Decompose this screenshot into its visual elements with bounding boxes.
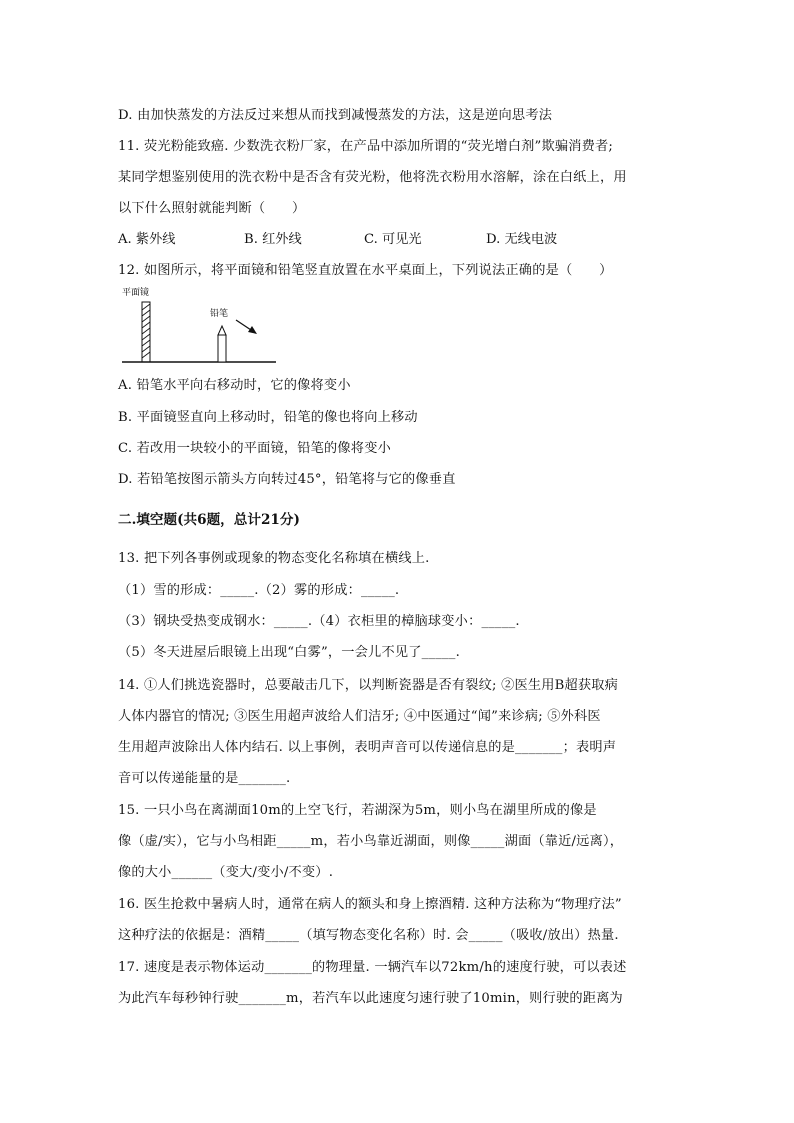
q15-line-3: 像的大小______（变大/变小/不变）.	[118, 865, 334, 880]
q11-stem-line-3: 以下什么照射就能判断（ ）	[118, 201, 306, 216]
q11-stem-line-1: 11. 荧光粉能致癌. 少数洗衣粉厂家，在产品中添加所谓的“荧光增白剂”欺骗消费者;	[118, 139, 614, 154]
q14-line-4: 音可以传递能量的是_______.	[118, 771, 291, 786]
q13-item-5: （5）冬天进屋后眼镜上出现“白雾”，一会儿不见了_____.	[118, 645, 460, 660]
q12-option-a: A. 铅笔水平向右移动时，它的像将变小	[118, 378, 351, 393]
q13-item-1-2: （1）雪的形成：_____.（2）雾的形成：_____.	[118, 583, 400, 598]
q11-option-d: D. 无线电波	[486, 232, 558, 247]
q11-option-b: B. 红外线	[244, 232, 302, 247]
q12-option-d: D. 若铅笔按图示箭头方向转过45°，铅笔将与它的像垂直	[118, 472, 456, 487]
pencil-label: 铅笔	[210, 309, 229, 319]
q16-line-2: 这种疗法的依据是：酒精_____（填写物态变化名称）时. 会_____（吸收/放出）热量.	[118, 928, 619, 943]
mirror-pencil-diagram	[120, 286, 280, 366]
section-heading: 二.填空题(共6题，总计21分)	[118, 512, 300, 528]
q14-line-3: 生用超声波除出人体内结石. 以上事例，表明声音可以传递信息的是_______；表明声	[118, 740, 617, 755]
q12-stem: 12. 如图所示，将平面镜和铅笔竖直放置在水平桌面上，下列说法正确的是（ ）	[118, 263, 613, 278]
q10-option-d: D. 由加快蒸发的方法反过来想从而找到减慢蒸发的方法，这是逆向思考法	[118, 108, 553, 123]
q17-line-2: 为此汽车每秒钟行驶_______m，若汽车以此速度匀速行驶了10min，则行驶的距离为	[118, 991, 623, 1006]
q14-line-2: 人体内器官的情况; ③医生用超声波给人们洁牙; ④中医通过“闻”来诊病; ⑤外科医	[118, 709, 601, 724]
q13-item-3-4: （3）钢块受热变成钢水：_____.（4）衣柜里的樟脑球变小：_____.	[118, 614, 520, 629]
q12-option-b: B. 平面镜竖直向上移动时，铅笔的像也将向上移动	[118, 410, 418, 425]
q16-line-1: 16. 医生抢救中暑病人时，通常在病人的额头和身上擦酒精. 这种方法称为“物理疗法”	[118, 897, 622, 912]
pencil-tip	[218, 326, 226, 335]
mirror-pencil-figure	[120, 286, 280, 366]
q17-line-1: 17. 速度是表示物体运动_______的物理量. 一辆汽车以72km/h的速度行驶，可以表述	[118, 960, 627, 975]
pencil-body	[218, 335, 226, 362]
q11-option-a: A. 紫外线	[118, 232, 176, 247]
q11-options	[118, 228, 678, 246]
q12-option-c: C. 若改用一块较小的平面镜，铅笔的像将变小	[118, 441, 391, 456]
q11-option-c: C. 可见光	[364, 232, 422, 247]
rotation-arrow-head	[248, 326, 257, 334]
q15-line-2: 像（虚/实），它与小鸟相距_____m，若小鸟靠近湖面，则像_____湖面（靠近/远离），	[118, 834, 624, 849]
q11-stem-line-2: 某同学想鉴别使用的洗衣粉中是否含有荧光粉，他将洗衣粉用水溶解，涂在白纸上，用	[118, 170, 627, 185]
mirror-label: 平面镜	[122, 288, 150, 298]
q13-stem: 13. 把下列各事例或现象的物态变化名称填在横线上.	[118, 551, 430, 566]
q14-line-1: 14. ①人们挑选瓷器时，总要敲击几下，以判断瓷器是否有裂纹; ②医生用B超获取病	[118, 678, 619, 693]
q15-line-1: 15. 一只小鸟在离湖面10m的上空飞行，若湖深为5m，则小鸟在湖里所成的像是	[118, 803, 597, 818]
